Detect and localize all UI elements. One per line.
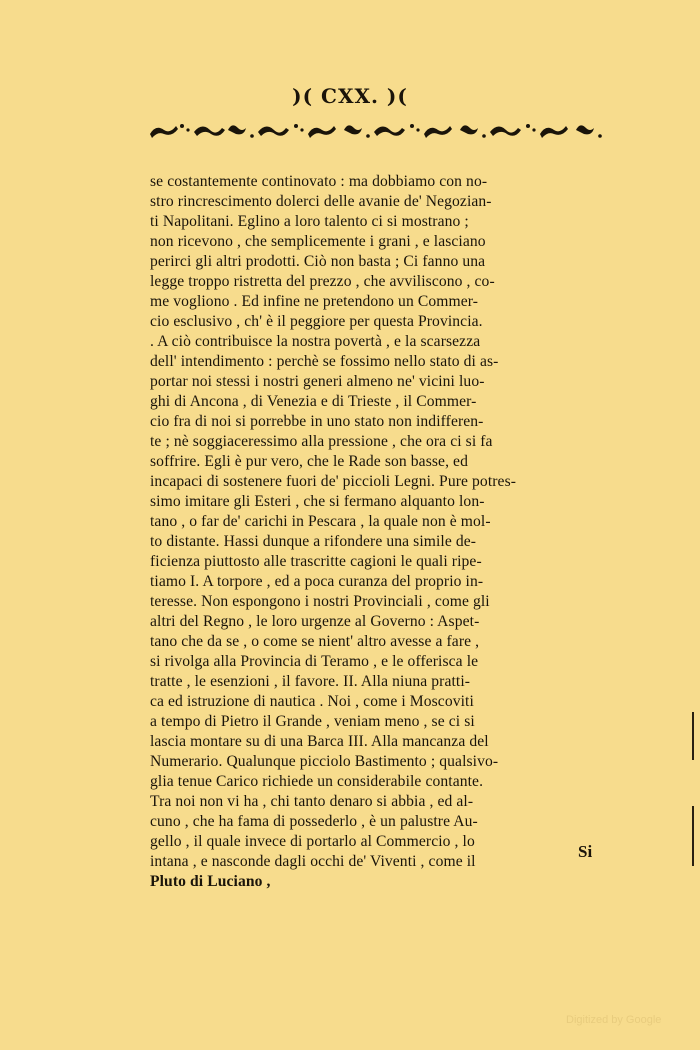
watermark: Digitized by Google xyxy=(566,1014,662,1026)
text-line: Tra noi non vi ha , chi tanto denaro si abbia , ed al- xyxy=(150,793,474,810)
text-line: dell' intendimento : perchè se fossimo nello stato di as- xyxy=(150,353,499,370)
text-line: Pluto di Luciano , xyxy=(150,873,271,890)
text-line: tiamo I. A torpore , ed a poca curanza del proprio in- xyxy=(150,573,484,590)
text-line: cio esclusivo , ch' è il peggiore per questa Provincia. xyxy=(150,313,483,330)
text-line: tratte , le esenzioni , il favore. II. Alla niuna pratti- xyxy=(150,673,471,690)
text-line: gello , il quale invece di portarlo al Commercio , lo xyxy=(150,833,475,850)
text-line: ficienza piuttosto alle trascritte cagioni le quali ripe- xyxy=(150,553,482,570)
text-line: ca ed istruzione di nautica . Noi , come i Moscoviti xyxy=(150,693,474,710)
text-line: altri del Regno , le loro urgenze al Governo : Aspet- xyxy=(150,613,480,630)
text-line: incapaci di sostenere fuori de' piccioli Legni. Pure potres- xyxy=(150,473,517,490)
text-line: . A ciò contribuisce la nostra povertà , e la scarsezza xyxy=(150,333,481,350)
text-line: intana , e nasconde dagli occhi de' Viventi , come il xyxy=(150,853,476,870)
text-line: Numerario. Qualunque picciolo Bastimento ; qualsivo- xyxy=(150,753,499,770)
text-line: perirci gli altri prodotti. Ciò non basta ; Ci fanno una xyxy=(150,253,486,270)
catchword: Si xyxy=(578,842,593,861)
text-line: tano , o far de' carichi in Pescara , la quale non è mol- xyxy=(150,513,491,530)
text-line: lascia montare su di una Barca III. Alla mancanza del xyxy=(150,733,489,750)
text-line: to distante. Hassi dunque a rifondere una simile de- xyxy=(150,533,477,550)
text-line: teresse. Non espongono i nostri Provinciali , come gli xyxy=(150,593,490,610)
text-line: cuno , che ha fama di possederlo , è un palustre Au- xyxy=(150,813,478,830)
text-line: soffrire. Egli è pur vero, che le Rade son basse, ed xyxy=(150,453,468,470)
text-line: tano che da se , o come se nient' altro avesse a fare , xyxy=(150,633,480,650)
text-line: ti Napolitani. Eglino a loro talento ci si mostrano ; xyxy=(150,213,469,230)
text-line: a tempo di Pietro il Grande , veniam meno , se ci si xyxy=(150,713,475,730)
text-line: stro rincrescimento dolerci delle avanie de' Negozian- xyxy=(150,193,492,210)
page-number: )( CXX. )( xyxy=(292,84,408,108)
text-line: cio fra di noi si porrebbe in uno stato non indifferen- xyxy=(150,413,484,430)
text-line: te ; nè soggiaceressimo alla pressione , che ora ci si fa xyxy=(150,433,493,450)
text-line: simo imitare gli Esteri , che si fermano alquanto lon- xyxy=(150,493,485,510)
text-line: portar noi stessi i nostri generi almeno ne' vicini luo- xyxy=(150,373,485,390)
text-line: legge troppo ristretta del prezzo , che avviliscono , co- xyxy=(150,273,495,290)
text-line: se costantemente continovato : ma dobbiamo con no- xyxy=(150,173,488,190)
text-line: si rivolga alla Provincia di Teramo , e le offerisca le xyxy=(150,653,479,670)
body-text xyxy=(150,172,620,892)
text-line: ghi di Ancona , di Venezia e di Trieste , il Commer- xyxy=(150,393,477,410)
text-line: non ricevono , che semplicemente i grani , e lasciano xyxy=(150,233,486,250)
margin-mark xyxy=(692,806,694,866)
text-line: glia tenue Carico richiede un considerabile contante. xyxy=(150,773,484,790)
text-line: me vogliono . Ed infine ne pretendono un Commer- xyxy=(150,293,478,310)
ornament-divider-icon xyxy=(148,118,608,144)
margin-mark xyxy=(692,712,694,760)
